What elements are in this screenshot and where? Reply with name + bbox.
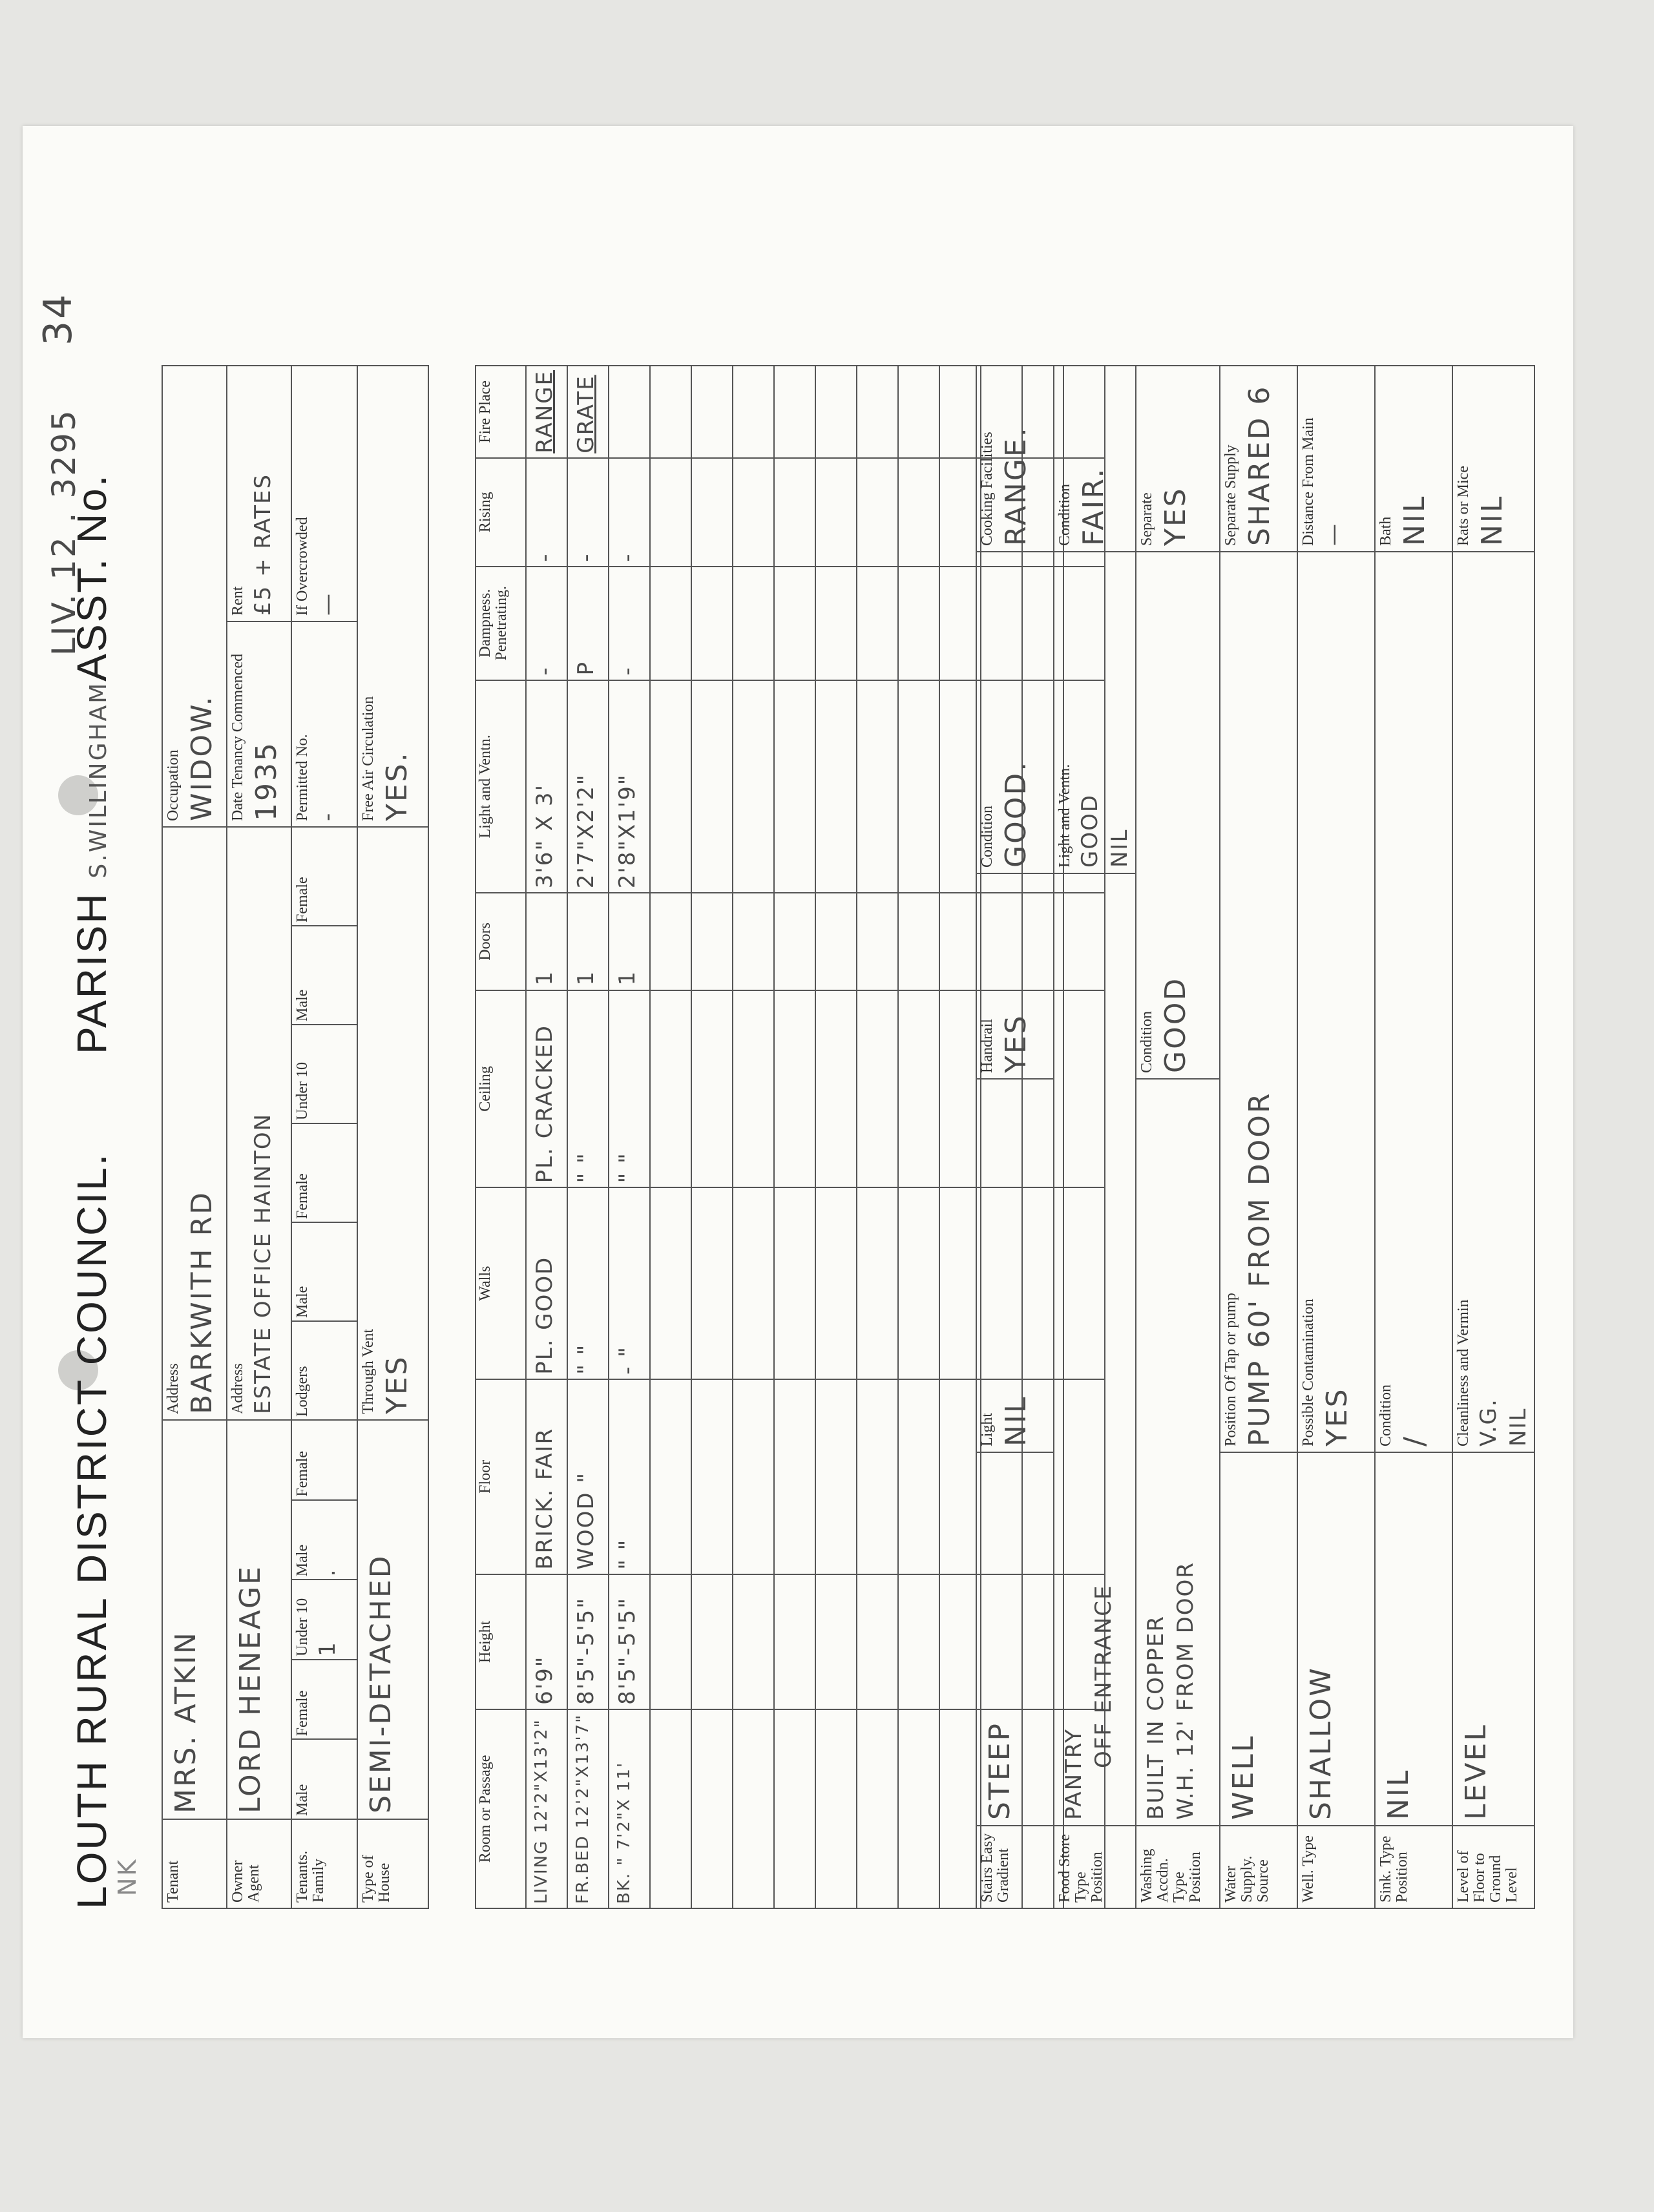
blank-cell xyxy=(733,1574,774,1709)
lodgers-female-label: Female xyxy=(294,1173,311,1219)
reference-number: LIV. 12 . 3295 xyxy=(45,408,83,656)
blank-cell xyxy=(815,567,857,680)
water-supply-value: WELL xyxy=(1227,1734,1260,1820)
dampness-cell: - xyxy=(532,666,558,676)
well-type-value: SHALLOW xyxy=(1304,1666,1337,1820)
blank-cell xyxy=(691,990,733,1188)
family-label: Tenants. Family xyxy=(294,1850,327,1903)
rising-cell: - xyxy=(532,552,558,562)
blank-cell xyxy=(898,1379,939,1574)
through-vent-value: YES xyxy=(381,1355,414,1414)
blank-cell xyxy=(774,1187,815,1379)
family-male-label: Male xyxy=(294,1784,311,1816)
overcrowded-label: If Overcrowded xyxy=(294,517,311,616)
through-vent-label: Through Vent xyxy=(360,1328,377,1414)
blank-cell xyxy=(898,567,939,680)
food-condition-value: FAIR. xyxy=(1077,466,1110,546)
blank-cell xyxy=(898,680,939,893)
stairs-condition-label: Condition xyxy=(979,805,996,868)
washing-value-1: BUILT IN COPPER xyxy=(1143,1615,1169,1820)
blank-cell xyxy=(898,893,939,990)
floor-cell: " " xyxy=(614,1538,640,1570)
blank-cell xyxy=(733,893,774,990)
blank-cell xyxy=(733,1187,774,1379)
blank-cell xyxy=(733,990,774,1188)
blank-cell xyxy=(815,1709,857,1908)
washing-separate-value: YES xyxy=(1159,486,1192,546)
blank-cell xyxy=(815,893,857,990)
blank-room-row xyxy=(939,366,981,1908)
blank-cell xyxy=(691,567,733,680)
sink-label: Sink. Type Position xyxy=(1377,1835,1410,1903)
fireplace-cell xyxy=(611,370,614,454)
dampness-cell: - xyxy=(614,666,640,676)
lodgers-female-label-2: Female xyxy=(294,877,311,923)
blank-cell xyxy=(857,680,898,893)
ceiling-header: Ceiling xyxy=(477,1066,494,1112)
blank-cell xyxy=(650,1709,691,1908)
permitted-label: Permitted No. xyxy=(294,734,311,821)
owner-address-label: Address xyxy=(229,1363,246,1414)
parish-label: PARISH xyxy=(68,892,115,1054)
family-male-label-2: Male xyxy=(294,1544,311,1577)
blank-cell xyxy=(898,366,939,458)
blank-cell xyxy=(815,990,857,1188)
height-cell: 8'5"-5'5" xyxy=(573,1597,599,1705)
blank-cell xyxy=(774,990,815,1188)
floor-cell: BRICK. FAIR xyxy=(532,1427,558,1570)
blank-cell xyxy=(857,893,898,990)
rotated-form xyxy=(23,126,1573,2038)
cleanliness-label: Cleanliness and Vermin xyxy=(1455,1299,1472,1446)
free-air-value: YES. xyxy=(381,751,414,821)
sink-condition-value: / xyxy=(1398,1435,1431,1446)
blank-cell xyxy=(857,1574,898,1709)
food-store-value-1: PANTRY xyxy=(1061,1727,1087,1820)
distance-label: Distance From Main xyxy=(1300,417,1317,546)
contamination-label: Possible Contamination xyxy=(1300,1299,1317,1446)
rent-value: £5 + RATES xyxy=(250,473,276,616)
ceiling-cell: " " xyxy=(573,1152,599,1184)
blank-cell xyxy=(857,990,898,1188)
blank-room-row xyxy=(691,366,733,1908)
height-cell: 8'5"-5'5" xyxy=(614,1597,640,1705)
washing-condition-value: GOOD xyxy=(1159,976,1192,1073)
occupation-value: WIDOW. xyxy=(185,694,218,821)
walls-cell: - " xyxy=(614,1346,640,1375)
doors-cell: 1 xyxy=(532,970,558,986)
blank-cell xyxy=(939,366,981,458)
room-row xyxy=(609,366,650,1908)
blank-cell xyxy=(650,1574,691,1709)
dampness-header: Dampness. Penetrating. xyxy=(477,586,510,661)
well-type-label: Well. Type xyxy=(1300,1835,1317,1903)
owner-label: Owner Agent xyxy=(229,1860,262,1903)
room-header: Room or Passage xyxy=(477,1755,494,1863)
rising-cell: - xyxy=(614,552,640,562)
cooking-value: RANGE. xyxy=(1000,426,1032,546)
lodgers-under10-label: Under 10 xyxy=(294,1062,311,1120)
blank-cell xyxy=(691,1574,733,1709)
dampness-cell: P xyxy=(573,661,599,676)
services-block xyxy=(976,365,1535,1909)
blank-cell xyxy=(857,567,898,680)
blank-cell xyxy=(857,1187,898,1379)
family-dot: . xyxy=(315,1568,340,1577)
washing-separate-label: Separate xyxy=(1138,492,1155,546)
walls-cell: " " xyxy=(573,1343,599,1375)
blank-room-row xyxy=(774,366,815,1908)
blank-cell xyxy=(691,366,733,458)
blank-cell xyxy=(857,1709,898,1908)
washing-label: Washing Accdn. Type Position xyxy=(1138,1848,1204,1903)
tap-position-label: Position Of Tap or pump xyxy=(1222,1293,1239,1446)
blank-cell xyxy=(691,458,733,567)
rats-value: NIL xyxy=(1476,494,1509,546)
blank-cell xyxy=(650,458,691,567)
card-number: 34 xyxy=(36,292,81,346)
blank-cell xyxy=(733,366,774,458)
lodgers-male-label: Male xyxy=(294,1286,311,1318)
parish-value: S.WILLINGHAM xyxy=(85,681,112,879)
blank-cell xyxy=(774,1574,815,1709)
form-card xyxy=(23,126,1573,2038)
owner-address-value: ESTATE OFFICE HAINTON xyxy=(250,1112,276,1414)
stairs-condition-value: GOOD. xyxy=(1000,760,1032,868)
doors-cell: 1 xyxy=(573,970,599,986)
blank-cell xyxy=(774,366,815,458)
stairs-light-label: Light xyxy=(979,1413,996,1446)
height-header: Height xyxy=(477,1620,494,1663)
blank-cell xyxy=(774,893,815,990)
blank-cell xyxy=(939,1187,981,1379)
light-ventn-cell: 2'8"X1'9" xyxy=(614,773,640,889)
food-condition-label: Condition xyxy=(1056,483,1073,546)
blank-cell xyxy=(898,990,939,1188)
blank-cell xyxy=(898,1574,939,1709)
blank-cell xyxy=(815,1574,857,1709)
margin-initials: NK xyxy=(113,1857,141,1896)
blank-cell xyxy=(898,1187,939,1379)
family-female-label: Female xyxy=(294,1690,311,1737)
date-tenancy-label: Date Tenancy Commenced xyxy=(229,653,246,821)
room-cell: FR.BED 12'2"X13'7" xyxy=(573,1713,592,1904)
blank-cell xyxy=(857,458,898,567)
tenant-value: MRS. ATKIN xyxy=(169,1631,202,1813)
blank-cell xyxy=(774,1709,815,1908)
blank-cell xyxy=(898,458,939,567)
doors-header: Doors xyxy=(477,923,494,961)
blank-room-row xyxy=(733,366,774,1908)
family-under10-value: 1 xyxy=(315,1641,340,1656)
blank-room-row xyxy=(857,366,898,1908)
tenant-label: Tenant xyxy=(165,1861,182,1903)
blank-cell xyxy=(939,1379,981,1574)
washing-condition-label: Condition xyxy=(1138,1010,1155,1073)
asst-label: ASST. No. xyxy=(68,473,115,682)
blank-cell xyxy=(733,680,774,893)
food-store-label: Food Store Type Position xyxy=(1056,1833,1105,1903)
blank-cell xyxy=(774,1379,815,1574)
fireplace-cell: GRATE xyxy=(573,375,599,454)
date-tenancy-value: 1935 xyxy=(250,741,283,821)
stairs-value: STEEP xyxy=(983,1722,1016,1820)
rent-label: Rent xyxy=(229,586,246,616)
separate-supply-value: SHARED 6 xyxy=(1243,384,1276,546)
blank-cell xyxy=(650,893,691,990)
handrail-value: YES xyxy=(1000,1014,1032,1073)
house-type-value: SEMI-DETACHED xyxy=(364,1554,397,1813)
family-under10-label: Under 10 xyxy=(294,1598,311,1656)
walls-cell: PL. GOOD xyxy=(532,1256,558,1375)
separate-supply-label: Separate Supply xyxy=(1222,444,1239,546)
blank-cell xyxy=(939,990,981,1188)
rats-label: Rats or Mice xyxy=(1455,466,1472,546)
light-ventn-cell: 2'7"X2'2" xyxy=(573,773,599,889)
food-store-value-2: OFF ENTRANCE xyxy=(1091,1584,1116,1768)
council-name: LOUTH RURAL DISTRICT COUNCIL. xyxy=(68,1152,115,1909)
rising-header: Rising xyxy=(477,492,494,533)
address-label: Address xyxy=(165,1363,182,1414)
light-ventn-cell: 3'6" X 3' xyxy=(532,784,558,889)
blank-cell xyxy=(815,366,857,458)
blank-cell xyxy=(650,1187,691,1379)
blank-room-row xyxy=(650,366,691,1908)
blank-cell xyxy=(650,366,691,458)
blank-cell xyxy=(650,1379,691,1574)
blank-cell xyxy=(815,680,857,893)
lodgers-male-label-2: Male xyxy=(294,989,311,1021)
cooking-label: Cooking Facilities xyxy=(979,432,996,546)
blank-cell xyxy=(774,567,815,680)
blank-cell xyxy=(650,680,691,893)
floor-level-label: Level of Floor to Ground Level xyxy=(1455,1850,1520,1903)
blank-cell xyxy=(691,1709,733,1908)
owner-value: LORD HENEAGE xyxy=(234,1565,267,1813)
blank-cell xyxy=(939,680,981,893)
blank-room-row xyxy=(815,366,857,1908)
walls-header: Walls xyxy=(477,1266,494,1301)
rising-cell: - xyxy=(573,552,599,562)
handrail-label: Handrail xyxy=(979,1019,996,1073)
distance-value: — xyxy=(1321,523,1346,546)
water-supply-label: Water Supply. Source xyxy=(1222,1855,1272,1903)
stairs-label: Stairs Easy Gradient xyxy=(979,1833,1012,1903)
blank-cell xyxy=(650,567,691,680)
blank-cell xyxy=(774,680,815,893)
doors-cell: 1 xyxy=(614,970,640,986)
free-air-label: Free Air Circulation xyxy=(360,696,377,821)
room-cell: BK. " 7'2"X 11' xyxy=(614,1761,634,1904)
food-light-label: Light and Ventn. xyxy=(1056,764,1073,868)
room-row xyxy=(567,366,609,1908)
family-female-label-2: Female xyxy=(294,1450,311,1497)
blank-cell xyxy=(857,1379,898,1574)
blank-cell xyxy=(733,567,774,680)
cleanliness-value: V.G. xyxy=(1476,1398,1502,1446)
blank-cell xyxy=(815,1379,857,1574)
blank-cell xyxy=(650,990,691,1188)
lodgers-label: Lodgers xyxy=(294,1366,311,1417)
blank-cell xyxy=(691,893,733,990)
room-row xyxy=(526,366,567,1908)
food-nil-value: NIL xyxy=(1107,828,1133,868)
blank-cell xyxy=(939,567,981,680)
bath-value: NIL xyxy=(1398,494,1431,546)
food-light-value: GOOD xyxy=(1077,793,1103,868)
blank-cell xyxy=(691,680,733,893)
floor-level-value: LEVEL xyxy=(1460,1723,1492,1820)
blank-cell xyxy=(733,458,774,567)
blank-cell xyxy=(691,1187,733,1379)
blank-cell xyxy=(939,893,981,990)
stairs-light-value: NIL xyxy=(1000,1395,1032,1446)
fireplace-header: Fire Place xyxy=(477,381,494,443)
overcrowded-value: — xyxy=(315,592,340,616)
tap-position-value: PUMP 60' FROM DOOR xyxy=(1243,1091,1276,1446)
ceiling-cell: PL. CRACKED xyxy=(532,1024,558,1184)
sink-value: NIL xyxy=(1382,1768,1415,1820)
room-cell: LIVING 12'2"X13'2" xyxy=(532,1718,551,1904)
blank-cell xyxy=(857,366,898,458)
blank-cell xyxy=(774,458,815,567)
height-cell: 6'9" xyxy=(532,1655,558,1705)
floor-header: Floor xyxy=(477,1459,494,1494)
contamination-value: YES xyxy=(1321,1387,1354,1446)
blank-cell xyxy=(733,1709,774,1908)
occupation-label: Occupation xyxy=(165,749,182,821)
sink-condition-label: Condition xyxy=(1377,1384,1394,1446)
fireplace-cell: RANGE xyxy=(532,370,558,454)
ceiling-cell: " " xyxy=(614,1152,640,1184)
blank-cell xyxy=(815,458,857,567)
blank-cell xyxy=(691,1379,733,1574)
blank-cell xyxy=(939,1574,981,1709)
tenant-block xyxy=(162,365,429,1909)
blank-cell xyxy=(939,458,981,567)
bath-label: Bath xyxy=(1377,516,1394,546)
vermin-value: NIL xyxy=(1505,1407,1531,1446)
light-ventn-header: Light and Ventn. xyxy=(477,735,494,839)
floor-cell: WOOD " xyxy=(573,1472,599,1570)
blank-room-row xyxy=(898,366,939,1908)
blank-cell xyxy=(898,1709,939,1908)
blank-cell xyxy=(939,1709,981,1908)
washing-value-2: W.H. 12' FROM DOOR xyxy=(1173,1561,1199,1820)
form-title xyxy=(68,474,116,1909)
blank-cell xyxy=(815,1187,857,1379)
address-value: BARKWITH RD xyxy=(185,1190,218,1414)
house-type-label: Type of House xyxy=(360,1855,393,1903)
permitted-value: - xyxy=(315,811,340,821)
blank-cell xyxy=(733,1379,774,1574)
